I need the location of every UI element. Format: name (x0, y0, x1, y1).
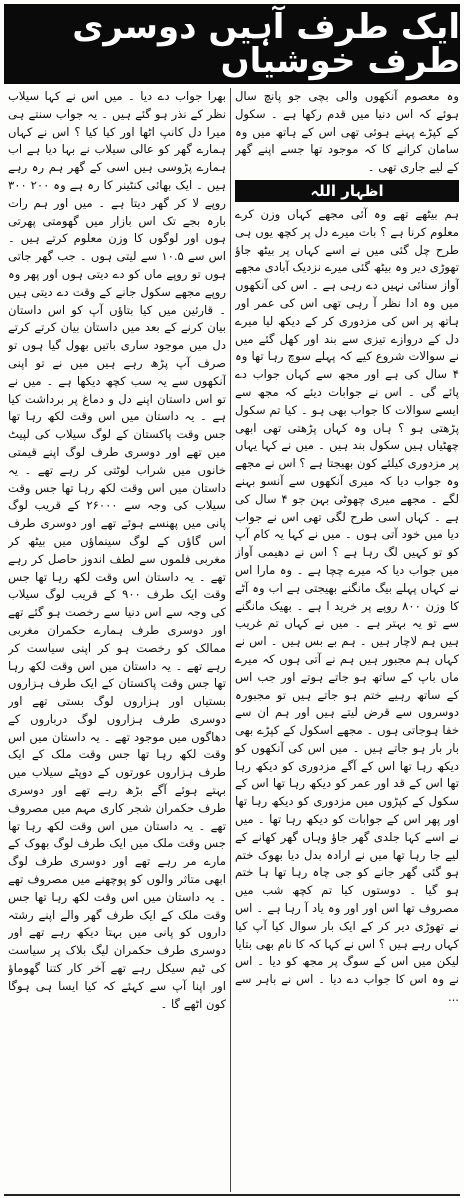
right-column (235, 88, 459, 1196)
intro-paragraph: وہ معصوم آنکھوں والی بچی جو پانچ سال ہوئے کہ اس دنیا میں قدم رکھا ہے ۔ سکول کے کپڑے پہنے ہوئی تھی اس کے ہاتھ میں وہ سامان کرانے کا کہ موجود تھا جسے اپنے گھر کے لیے جاری تھی ۔ (235, 89, 459, 175)
byline: اظہار اللہ (235, 180, 459, 202)
column-divider (230, 88, 231, 1192)
headline-banner (4, 4, 460, 84)
bottom-rule (4, 1194, 460, 1196)
headline: ایک طرف آہیں دوسری طرف خوشیاں (72, 7, 460, 81)
left-column-body: بھرا جواب دے دیا ۔ میں اس نے کہا سیلاب نظر کے نذر ہو گئے ہیں ۔ یہ جواب سنتے ہی میرا دل کانپ اٹھا اور کیا کیا ؟ اس نے کہاں ہمارے گھر کو عالی سیلاب نے بہا دیا ہے اب ہمارے پڑوسی ہیں اسی کے گھر ہم رہ رہے ہیں ۔ ایک بھائی کنٹینر کا رہ ہے وہ ۲۰۰ ۳۰۰ روپے لا کر گھر دیتا ہے ۔ میں اور ہم رات بارہ بجے تک اس بازار میں گھومتی پھرتی ہوں اور لوگوں کا وزن معلوم کرتے ہیں ۔ اس سے ۱۰.۵ سے لیتی ہوں ۔ جب گھر جاتی ہوں تو روپے ماں کو دے دیتی ہوں اور پھر وہ روپے مجھے سکول جانے کے وقت دے دیتی ہیں ۔ قارئین میں کیا بتاؤں آپ کو اس داستان بیان کرنے کے بعد میں داستان بیان کرتے کرتے دل میں موجود ساری باتیں بھول گیا ہوں تو صرف آپ پڑھ رہے ہیں میں نے تو اپنی آنکھوں سے یہ سب کچھ دیکھا ہے ۔ میں نے تو اس داستان اپنے دل و دماغ پر برداشت کیا ہے ۔ یہ داستان میں اس وقت لکھ رہا تھا جس وقت پاکستان کے لوگ سیلاب کی لپیٹ میں تھے اور دوسری طرف لوگ اپنے قیمتی خانوں میں شراب لوٹتی کر رہے تھے ۔ یہ داستان میں اس وقت لکھ رہا تھا جس وقت سیلاب کی وجہ سے ۲۶۰۰۰ کے قریب لوگ پانی میں پھنسے ہوئے تھے اور دوسری طرف اس گاؤں کے لوگ سینماؤں میں بیٹھ کر مغربی فلموں سے لطف اندوز حاصل کر رہے تھے ۔ یہ داستان اس وقت لکھ رہا تھا جس وقت ایک طرف ۹۰۰ کے قریب لوگ سیلاب کی وجہ سے اس دنیا سے رخصت ہو گئے تھے اور دوسری طرف ہمارے حکمران مغربی ممالک کو رخصت ہو کر اپنی سیاست کر رہے تھے ۔ یہ داستان میں اس وقت لکھ رہا تھا جس وقت پاکستان کے ایک طرف ہزاروں بستیاں اور ہزاروں لوگ بستی تھے اور دوسری طرف ہزاروں لوگ درباروں کے دھاگوں میں موجود تھے ۔ یہ داستان میں اس وقت لکھ رہا تھا جس وقت ملک کے ایک طرف ہزاروں عورتوں کے دوپٹے سیلاب میں بہتے ہوئے آگے بڑھ رہے تھے اور دوسری طرف حکمران شجر کاری مہم میں مصروف تھے ۔ یہ داستان میں اس وقت لکھ رہا تھا جس وقت ملک میں ایک طرف لوگ بھوک کے مارے مر رہے تھے اور دوسری طرف لوگ ابھی متاثر والوں کو پوچھنے میں مصروف تھے ۔ یہ داستان میں اس وقت لکھ رہا تھا جس وقت ملک کے ایک طرف گھر والے اپنے رشتہ داروں کو پانی میں بہتا دیکھ رہے تھے اور دوسری طرف حکمران لیگ بلاک پر سیاست کی ٹیم سیکل رہے تھے آخر کار کتنا گھوماؤ اور اپنا آپ سے کہئے کہ کیا ایسا ہی ہوگا کون اٹھے گا ۔ (8, 89, 226, 1011)
right-column-body: ہم بیٹھے تھے وہ آئی مجھے کہاں وزن کرے معلوم کرنا ہے ؟ بات میرے دل پر کچھ یوں ہی طرح چل گئی میں نے اسے کہاں پر بیٹھ جاؤ تھوڑی دیر وہ بیٹھ گئی میرے نزدیک آبادی مجھے آواز سنائی نہیں دے رہی ہے ۔ اس کی آنکھوں میں وہ ادا نظر آ رہی تھی اس کی عمر اور ہاتھ پر اس کی مزدوری کر کے دیکھ لیا میرے دل کے دروازے تیزی سے بند اور کھل گئے میں نے سوالات شروع کیے کہ پہلے سوچ رہا تھا وہ ۴ سال کی ہے اور مجھ سے کہاں جواب دے پائے گی ۔ اس نے جوابات دیئے کہ مجھ سے ایسے سوالات کا جواب بھی ہو ۔ کیا تم سکول پڑھتی ہو ؟ ہاں وہ کہاں پڑھتی تھی ابھی چھٹیاں ہیں سکول بند ہیں ۔ میں نے کہا یہاں پر مزدوری کیلئے کون بھیجتا ہے ؟ اس نے مجھے وہ جواب دیا کہ میری آنکھوں سے آنسو بہنے لگے ۔ مجھے میری چھوٹی بہن جو ۴ سال کی ہے ۔ کہاں اسی طرح لگی تھی اس نے جواب دیا میں خود آتی ہوں ۔ میں نے کہا یہ کام آپ کو تو کہیں لگ رہا ہے ؟ اس نے دھیمی آواز میں جواب دیا کہ میرے چچا ہے ۔ وہ مارا اس نے کہاں پہلے بیگ مانگنے بھیجتی ہے اب وہ آٹے کا وزن ۸۰۰ روپے پر خرید ا ہے ۔ بھیک مانگنے سے تو یہ بہتر ہے ۔ میں نے کہاں تم غریب ہیں ہم لاچار ہیں ۔ ہم بے بس ہیں ۔ اس نے کہاں ہم مجبور ہیں ہم نے آتی ہوں کہ میرے ماں باپ کے ساتھ ہو جاتے ہوتے اور جب اس کے ساتھ رہیے ختم ہو جاتے ہیں تو مجبورہ دوسروں سے قرض لیتے ہیں اور ہم ان سے خفا ہوجاتی ہوں ۔ مجھے اسکول کے کپڑے بھی بار بار ہو جاتے ہیں ۔ میں اس کی آنکھوں کو دیکھ رہا تھا اس کے آگے مزدوری کو دیکھ رہا تھا اس کے قد اور عمر کو دیکھ رہا تھا اس کے سکول کے کپڑوں میں مزدوری کو دیکھ رہا تھا اور پھر اس کے جوابات کو دیکھ رہا تھا ۔ میں نے اسے کہا جلدی گھر جاؤ وہاں گھر کھانے کے لیے جا رہا تھا میں نے ارادہ بدل دیا بھوک ختم ہو گئی گھر جانے کو جی چاہ رہا تھا ہا ختم ہو گیا ۔ دوستوں کیا تم کچھ شب میں مصروف تھا اس اور اور وہ یاد آ رہا ہے ۔ اس نے تھوڑی دیر کر کے ایک بار سوال کیا آپ کیا کہاں رہے ہیں ؟ اس نے کہا کہ کا نام بھی بتایا لیکن میں اس کے سوگ پر مجھ کو دیا ۔ اس نے وہ اس کا جواب دے دیا ۔ اس نے باہر سے ... (235, 206, 459, 1005)
left-column (8, 88, 226, 1188)
